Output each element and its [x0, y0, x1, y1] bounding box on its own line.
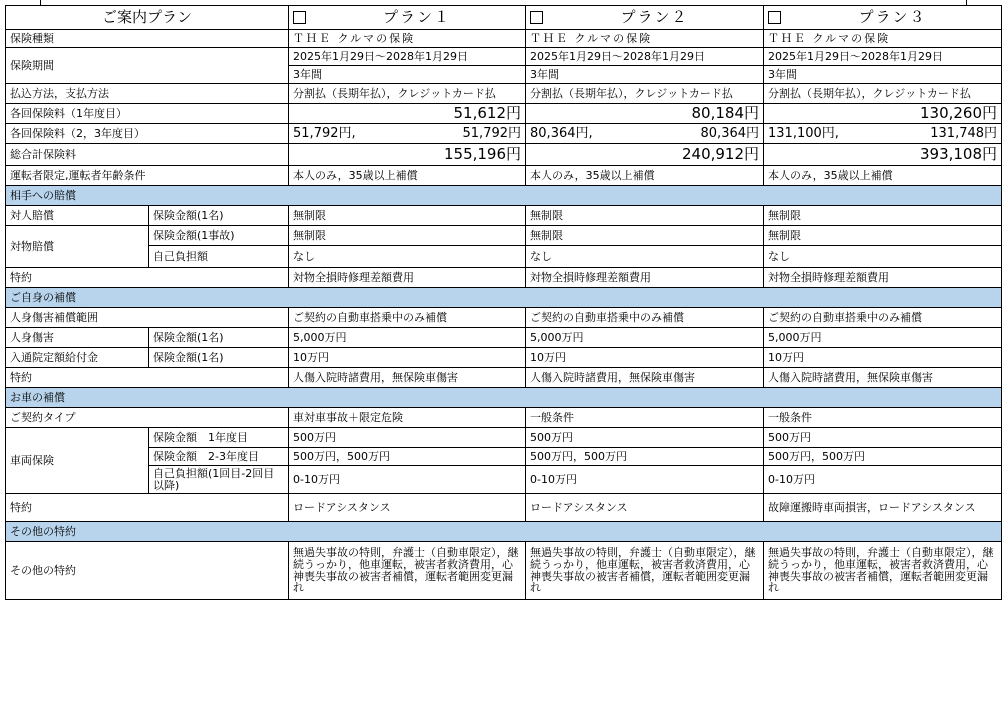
row-sublabel: 保険金額(1名)	[149, 348, 289, 368]
row-sublabel: 保険金額(1事故)	[149, 226, 289, 246]
cell-value: なし	[289, 246, 526, 268]
table-row	[6, 328, 1002, 348]
cell-value: 500万円，500万円	[289, 448, 526, 466]
row-label: 人身傷害	[6, 328, 149, 348]
plan-1-name: プラン１	[383, 7, 452, 26]
table-row	[6, 308, 1002, 328]
row-label: 保険期間	[6, 48, 289, 84]
cell-value: ＴＨＥ クルマの保険	[764, 30, 1002, 48]
premium-first: 51,792円,	[293, 125, 356, 141]
cell-value: 0-10万円	[526, 466, 764, 494]
cell-value: 故障運搬時車両損害，ロードアシスタンス	[764, 494, 1002, 522]
cell-value: 対物全損時修理差額費用	[289, 268, 526, 288]
row-sublabel: 保険金額 2-3年度目	[149, 448, 289, 466]
cell-value: 一般条件	[764, 408, 1002, 428]
table-row	[6, 206, 1002, 226]
table-row	[6, 48, 1002, 66]
cell-value: 0-10万円	[289, 466, 526, 494]
section-title: 相手への賠償	[6, 186, 1002, 206]
row-label: 対物賠償	[6, 226, 149, 268]
cell-value: 10万円	[526, 348, 764, 368]
premium-value: 51,612円	[289, 104, 526, 124]
total-value: 155,196円	[289, 144, 526, 166]
cell-value: 一般条件	[526, 408, 764, 428]
cell-value: 無過失事故の特則，弁護士（自動車限定），継続うっかり，他車運転，被害者救済費用，心神喪失事故の被害者補償，運転者範囲変更漏れ	[289, 542, 526, 600]
premium-first: 131,100円,	[768, 125, 839, 141]
cell-value: 無過失事故の特則，弁護士（自動車限定），継続うっかり，他車運転，被害者救済費用，心神喪失事故の被害者補償，運転者範囲変更漏れ	[764, 542, 1002, 600]
cell-value: 対物全損時修理差額費用	[526, 268, 764, 288]
cell-value: ＴＨＥ クルマの保険	[526, 30, 764, 48]
cell-value: 分割払（長期年払），クレジットカード払	[764, 84, 1002, 104]
plan-1-checkbox[interactable]	[293, 11, 306, 24]
plan-3-name: プラン３	[858, 7, 927, 26]
cell-value: 分割払（長期年払），クレジットカード払	[289, 84, 526, 104]
cell-value: ロードアシスタンス	[526, 494, 764, 522]
cell-value: 分割払（長期年払），クレジットカード払	[526, 84, 764, 104]
plan-2-header[interactable]	[526, 6, 764, 30]
cell-value: 人傷入院時諸費用，無保険車傷害	[764, 368, 1002, 388]
cell-value: 無過失事故の特則，弁護士（自動車限定），継続うっかり，他車運転，被害者救済費用，心神喪失事故の被害者補償，運転者範囲変更漏れ	[526, 542, 764, 600]
premium-first: 80,364円,	[530, 125, 593, 141]
cell-value: 5,000万円	[764, 328, 1002, 348]
cell-value: 3年間	[289, 66, 526, 84]
plan-3-header[interactable]	[764, 6, 1002, 30]
section-title: その他の特約	[6, 522, 1002, 542]
table-row	[6, 84, 1002, 104]
cell-value: 無制限	[764, 206, 1002, 226]
premium-split-cell	[526, 124, 764, 144]
cell-value: ご契約の自動車搭乗中のみ補償	[526, 308, 764, 328]
row-label: 各回保険料（1年度目）	[6, 104, 289, 124]
cell-value: 3年間	[526, 66, 764, 84]
row-label: 総合計保険料	[6, 144, 289, 166]
cell-value: 本人のみ，35歳以上補償	[764, 166, 1002, 186]
row-sublabel: 保険金額(1名)	[149, 328, 289, 348]
table-row	[6, 428, 1002, 448]
cell-value: 無制限	[289, 226, 526, 246]
row-label: 車両保険	[6, 428, 149, 494]
section-header	[6, 288, 1002, 308]
cell-value: 無制限	[526, 226, 764, 246]
row-label: 特約	[6, 268, 289, 288]
cell-value: ロードアシスタンス	[289, 494, 526, 522]
row-sublabel: 自己負担額(1回目-2回目以降)	[149, 466, 289, 494]
row-label: 保険種類	[6, 30, 289, 48]
cell-value: 人傷入院時諸費用，無保険車傷害	[289, 368, 526, 388]
cell-value: 無制限	[289, 206, 526, 226]
cell-value: 3年間	[764, 66, 1002, 84]
row-label: 入通院定額給付金	[6, 348, 149, 368]
table-row	[6, 104, 1002, 124]
plan-2-checkbox[interactable]	[530, 11, 543, 24]
row-label: 払込方法，支払方法	[6, 84, 289, 104]
cell-value: 対物全損時修理差額費用	[764, 268, 1002, 288]
row-label: ご契約タイプ	[6, 408, 289, 428]
cell-value: 無制限	[526, 206, 764, 226]
cell-value: 500万円	[289, 428, 526, 448]
section-header	[6, 388, 1002, 408]
premium-second: 80,364円	[700, 125, 760, 141]
premium-second: 131,748円	[930, 125, 998, 141]
table-row	[6, 494, 1002, 522]
table-row	[6, 246, 1002, 268]
table-row	[6, 448, 1002, 466]
plan-comparison-table	[5, 5, 1002, 600]
cell-value: 5,000万円	[526, 328, 764, 348]
row-label: 各回保険料（2，3年度目）	[6, 124, 289, 144]
table-row	[6, 226, 1002, 246]
table-row	[6, 368, 1002, 388]
header-label: ご案内プラン	[6, 6, 289, 30]
row-sublabel: 保険金額 1年度目	[149, 428, 289, 448]
cell-value: 本人のみ，35歳以上補償	[526, 166, 764, 186]
cell-value: 2025年1月29日～2028年1月29日	[764, 48, 1002, 66]
table-row	[6, 408, 1002, 428]
table-row	[6, 144, 1002, 166]
cell-value: 5,000万円	[289, 328, 526, 348]
cell-value: 500万円	[764, 428, 1002, 448]
premium-value: 130,260円	[764, 104, 1002, 124]
plan-3-checkbox[interactable]	[768, 11, 781, 24]
section-header	[6, 186, 1002, 206]
row-label: 人身傷害補償範囲	[6, 308, 289, 328]
cell-value: ご契約の自動車搭乗中のみ補償	[764, 308, 1002, 328]
table-row	[6, 466, 1002, 494]
row-label: その他の特約	[6, 542, 289, 600]
cell-value: なし	[526, 246, 764, 268]
cell-value: 車対車事故＋限定危険	[289, 408, 526, 428]
cell-value: ご契約の自動車搭乗中のみ補償	[289, 308, 526, 328]
section-title: ご自身の補償	[6, 288, 1002, 308]
header-row	[6, 6, 1002, 30]
section-title: お車の補償	[6, 388, 1002, 408]
cell-value: 500万円，500万円	[526, 448, 764, 466]
row-label: 運転者限定,運転者年齢条件	[6, 166, 289, 186]
row-label: 対人賠償	[6, 206, 149, 226]
premium-second: 51,792円	[462, 125, 522, 141]
table-row	[6, 166, 1002, 186]
table-row	[6, 30, 1002, 48]
premium-split-cell	[764, 124, 1002, 144]
cell-value: 本人のみ，35歳以上補償	[289, 166, 526, 186]
plan-2-name: プラン２	[620, 7, 689, 26]
cell-value: なし	[764, 246, 1002, 268]
cell-value: 2025年1月29日～2028年1月29日	[289, 48, 526, 66]
row-sublabel: 保険金額(1名)	[149, 206, 289, 226]
cell-value: 2025年1月29日～2028年1月29日	[526, 48, 764, 66]
row-sublabel: 自己負担額	[149, 246, 289, 268]
total-value: 393,108円	[764, 144, 1002, 166]
cell-value: 人傷入院時諸費用，無保険車傷害	[526, 368, 764, 388]
table-row	[6, 268, 1002, 288]
premium-split-cell	[289, 124, 526, 144]
cell-value: 10万円	[764, 348, 1002, 368]
table-row	[6, 348, 1002, 368]
table-row	[6, 124, 1002, 144]
plan-1-header[interactable]	[289, 6, 526, 30]
premium-value: 80,184円	[526, 104, 764, 124]
cell-value: 無制限	[764, 226, 1002, 246]
total-value: 240,912円	[526, 144, 764, 166]
cell-value: 10万円	[289, 348, 526, 368]
cell-value: 0-10万円	[764, 466, 1002, 494]
cell-value: 500万円，500万円	[764, 448, 1002, 466]
table-row	[6, 542, 1002, 600]
cell-value: ＴＨＥ クルマの保険	[289, 30, 526, 48]
row-label: 特約	[6, 368, 289, 388]
cell-value: 500万円	[526, 428, 764, 448]
section-header	[6, 522, 1002, 542]
row-label: 特約	[6, 494, 289, 522]
